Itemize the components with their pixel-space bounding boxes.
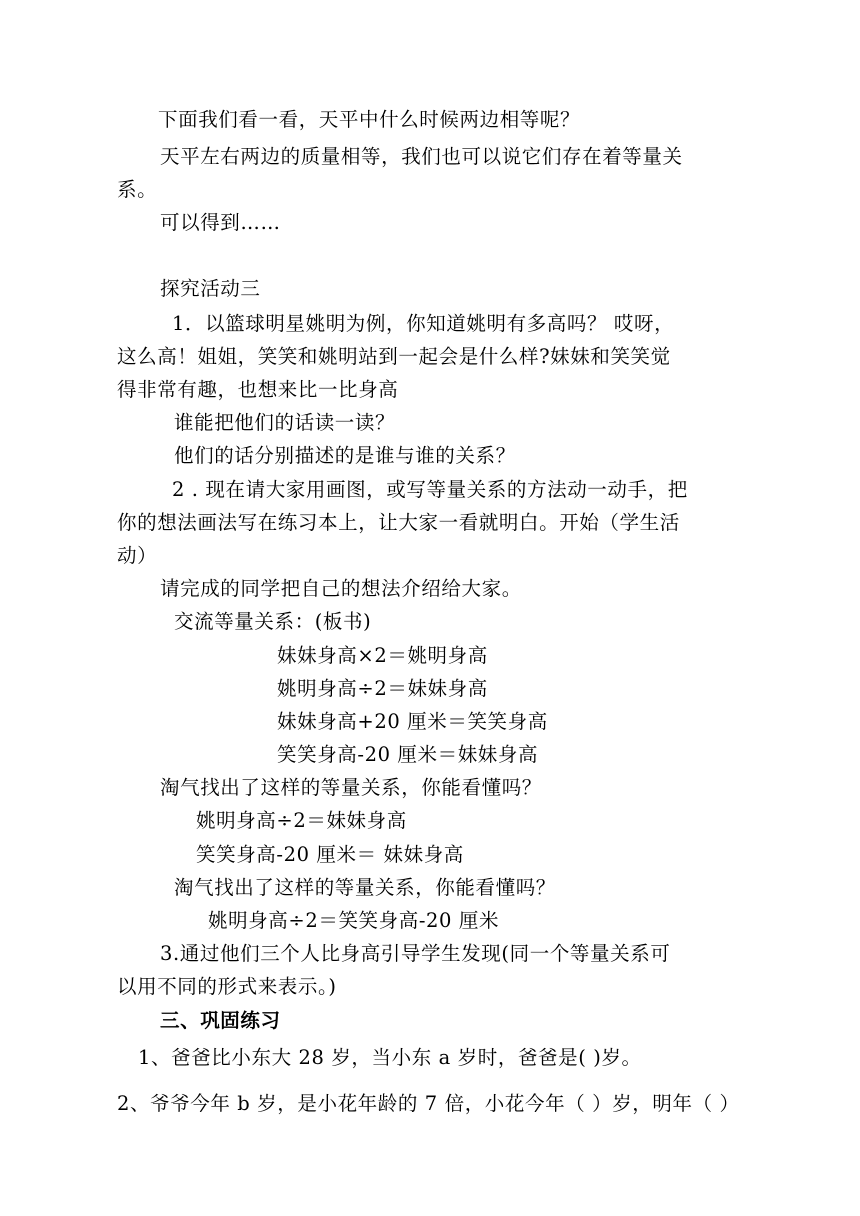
text-line: 请完成的同学把自己的想法介绍给大家。	[160, 577, 522, 600]
text-line: 3.通过他们三个人比身高引导学生发现(同一个等量关系可	[160, 942, 671, 965]
equation-line: 姚明身高÷2＝笑笑身高-20 厘米	[208, 909, 500, 932]
equation-line: 笑笑身高-20 厘米＝妹妹身高	[277, 743, 539, 766]
exercise-item: 1、爸爸比小东大 28 岁，当小东 a 岁时，爸爸是( )岁。	[138, 1046, 642, 1069]
text-line: 天平左右两边的质量相等，我们也可以说它们存在着等量关	[160, 145, 683, 168]
section-heading: 探究活动三	[160, 277, 261, 300]
text-line: 以用不同的形式来表示。)	[117, 975, 337, 998]
text-line: 淘气找出了这样的等量关系，你能看懂吗？	[160, 776, 542, 799]
exercise-item: 2、爷爷今年 b 岁，是小花年龄的 7 倍，小花今年（ ）岁，明年（ ）	[117, 1092, 740, 1115]
text-line: 2 . 现在请大家用画图，或写等量关系的方法动一动手，把	[172, 478, 688, 501]
equation-line: 妹妹身高×2＝姚明身高	[277, 644, 488, 667]
section-heading: 三、巩固练习	[160, 1009, 281, 1032]
equation-line: 姚明身高÷2＝妹妹身高	[196, 809, 407, 832]
text-line: 1．以篮球明星姚明为例，你知道姚明有多高吗？ 哎呀，	[172, 312, 675, 335]
text-line: 下面我们看一看，天平中什么时候两边相等呢？	[158, 108, 581, 131]
text-line: 你的想法画法写在练习本上，让大家一看就明白。开始（学生活	[117, 511, 680, 534]
text-line: 这么高！姐姐，笑笑和姚明站到一起会是什么样?妹妹和笑笑觉	[117, 345, 671, 368]
text-line: 交流等量关系：(板书)	[174, 610, 372, 633]
text-line: 得非常有趣，也想来比一比身高	[117, 378, 399, 401]
text-line: 淘气找出了这样的等量关系，你能看懂吗？	[174, 876, 556, 899]
text-line: 谁能把他们的话读一读？	[174, 411, 396, 434]
equation-line: 姚明身高÷2＝妹妹身高	[277, 677, 488, 700]
equation-line: 妹妹身高+20 厘米＝笑笑身高	[277, 710, 548, 733]
text-line: 可以得到……	[160, 211, 281, 234]
text-line: 系。	[117, 178, 158, 201]
text-line: 动）	[117, 544, 158, 567]
equation-line: 笑笑身高-20 厘米＝ 妹妹身高	[196, 843, 464, 866]
text-line: 他们的话分别描述的是谁与谁的关系？	[174, 444, 516, 467]
